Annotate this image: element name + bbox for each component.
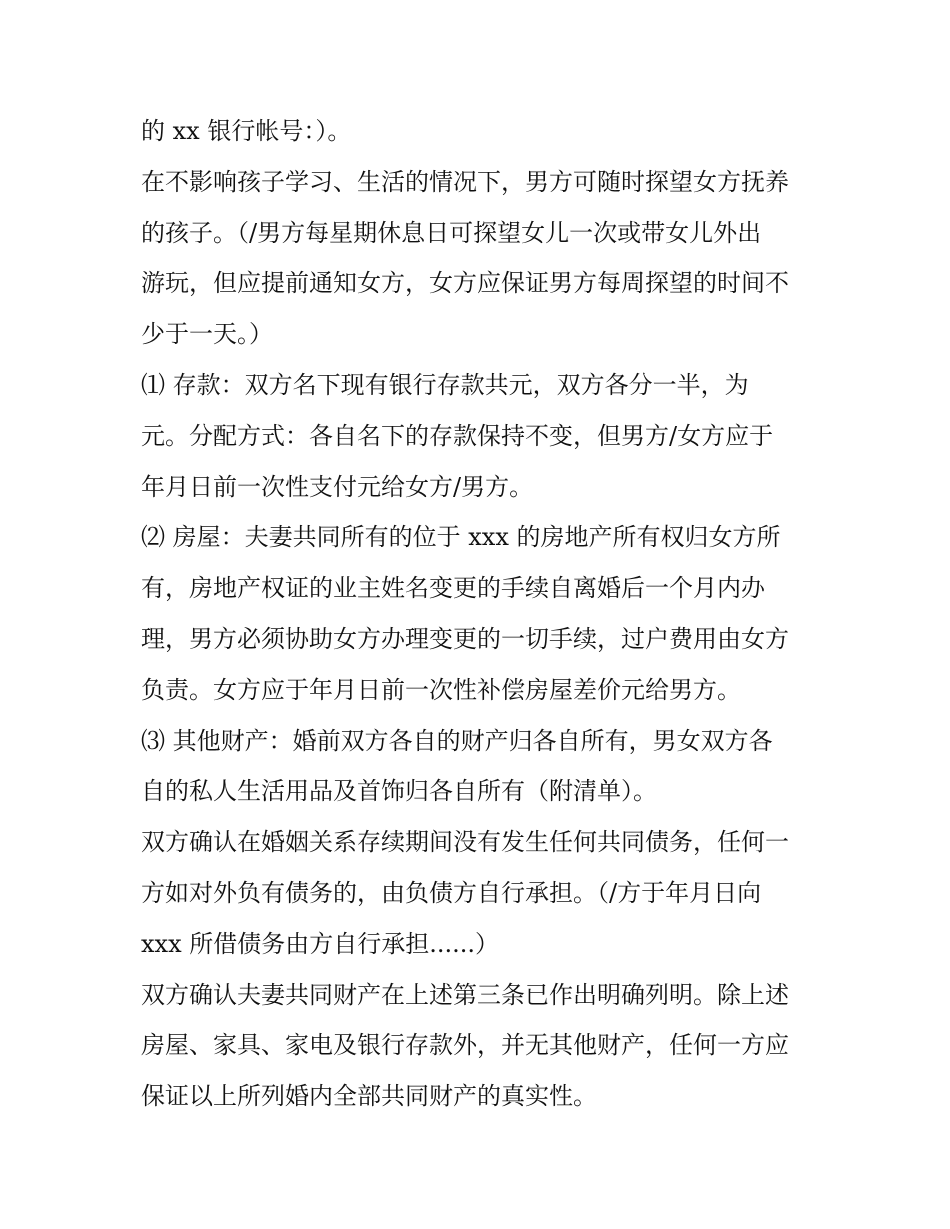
text-line: 理，男方必须协助女方办理变更的一切手续，过户费用由女方 <box>141 624 789 653</box>
text-line: 有，房地产权证的业主姓名变更的手续自离婚后一个月内办 <box>141 574 765 603</box>
text-line: 保证以上所列婚内全部共同财产的真实性。 <box>141 1082 597 1111</box>
text-line: ⑴ 存款：双方名下现有银行存款共元，双方各分一半，为 <box>141 370 749 399</box>
text-line: xxx 所借债务由方自行承担......） <box>141 929 500 958</box>
text-line: 双方确认夫妻共同财产在上述第三条已作出明确列明。除上述 <box>141 980 789 1009</box>
text-line: 的孩子。（/男方每星期休息日可探望女儿一次或带女儿外出 <box>141 218 762 247</box>
text-line: 在不影响孩子学习、生活的情况下，男方可随时探望女方抚养 <box>141 167 789 196</box>
text-line: 双方确认在婚姻关系存续期间没有发生任何共同债务，任何一 <box>141 828 789 857</box>
text-line: 的 xx 银行帐号：）。 <box>141 117 352 145</box>
text-line: 元。分配方式：各自名下的存款保持不变，但男方/女方应于 <box>141 421 774 450</box>
text-line: 自的私人生活用品及首饰归各自所有（附清单）。 <box>141 777 657 806</box>
text-line: 负责。女方应于年月日前一次性补偿房屋差价元给男方。 <box>141 675 741 704</box>
text-line: 游玩，但应提前通知女方，女方应保证男方每周探望的时间不 <box>141 269 789 298</box>
text-line: 年月日前一次性支付元给女方/男方。 <box>141 472 534 501</box>
document-body <box>141 106 821 1122</box>
text-line: ⑶ 其他财产：婚前双方各自的财产归各自所有，男女双方各 <box>141 726 773 755</box>
text-line: 方如对外负有债务的，由负债方自行承担。（/方于年月日向 <box>141 878 762 907</box>
text-line: 少于一天。） <box>141 320 273 349</box>
text-line: ⑵ 房屋：夫妻共同所有的位于 xxx 的房地产所有权归女方所 <box>141 523 781 552</box>
text-line: 房屋、家具、家电及银行存款外，并无其他财产，任何一方应 <box>141 1031 789 1060</box>
